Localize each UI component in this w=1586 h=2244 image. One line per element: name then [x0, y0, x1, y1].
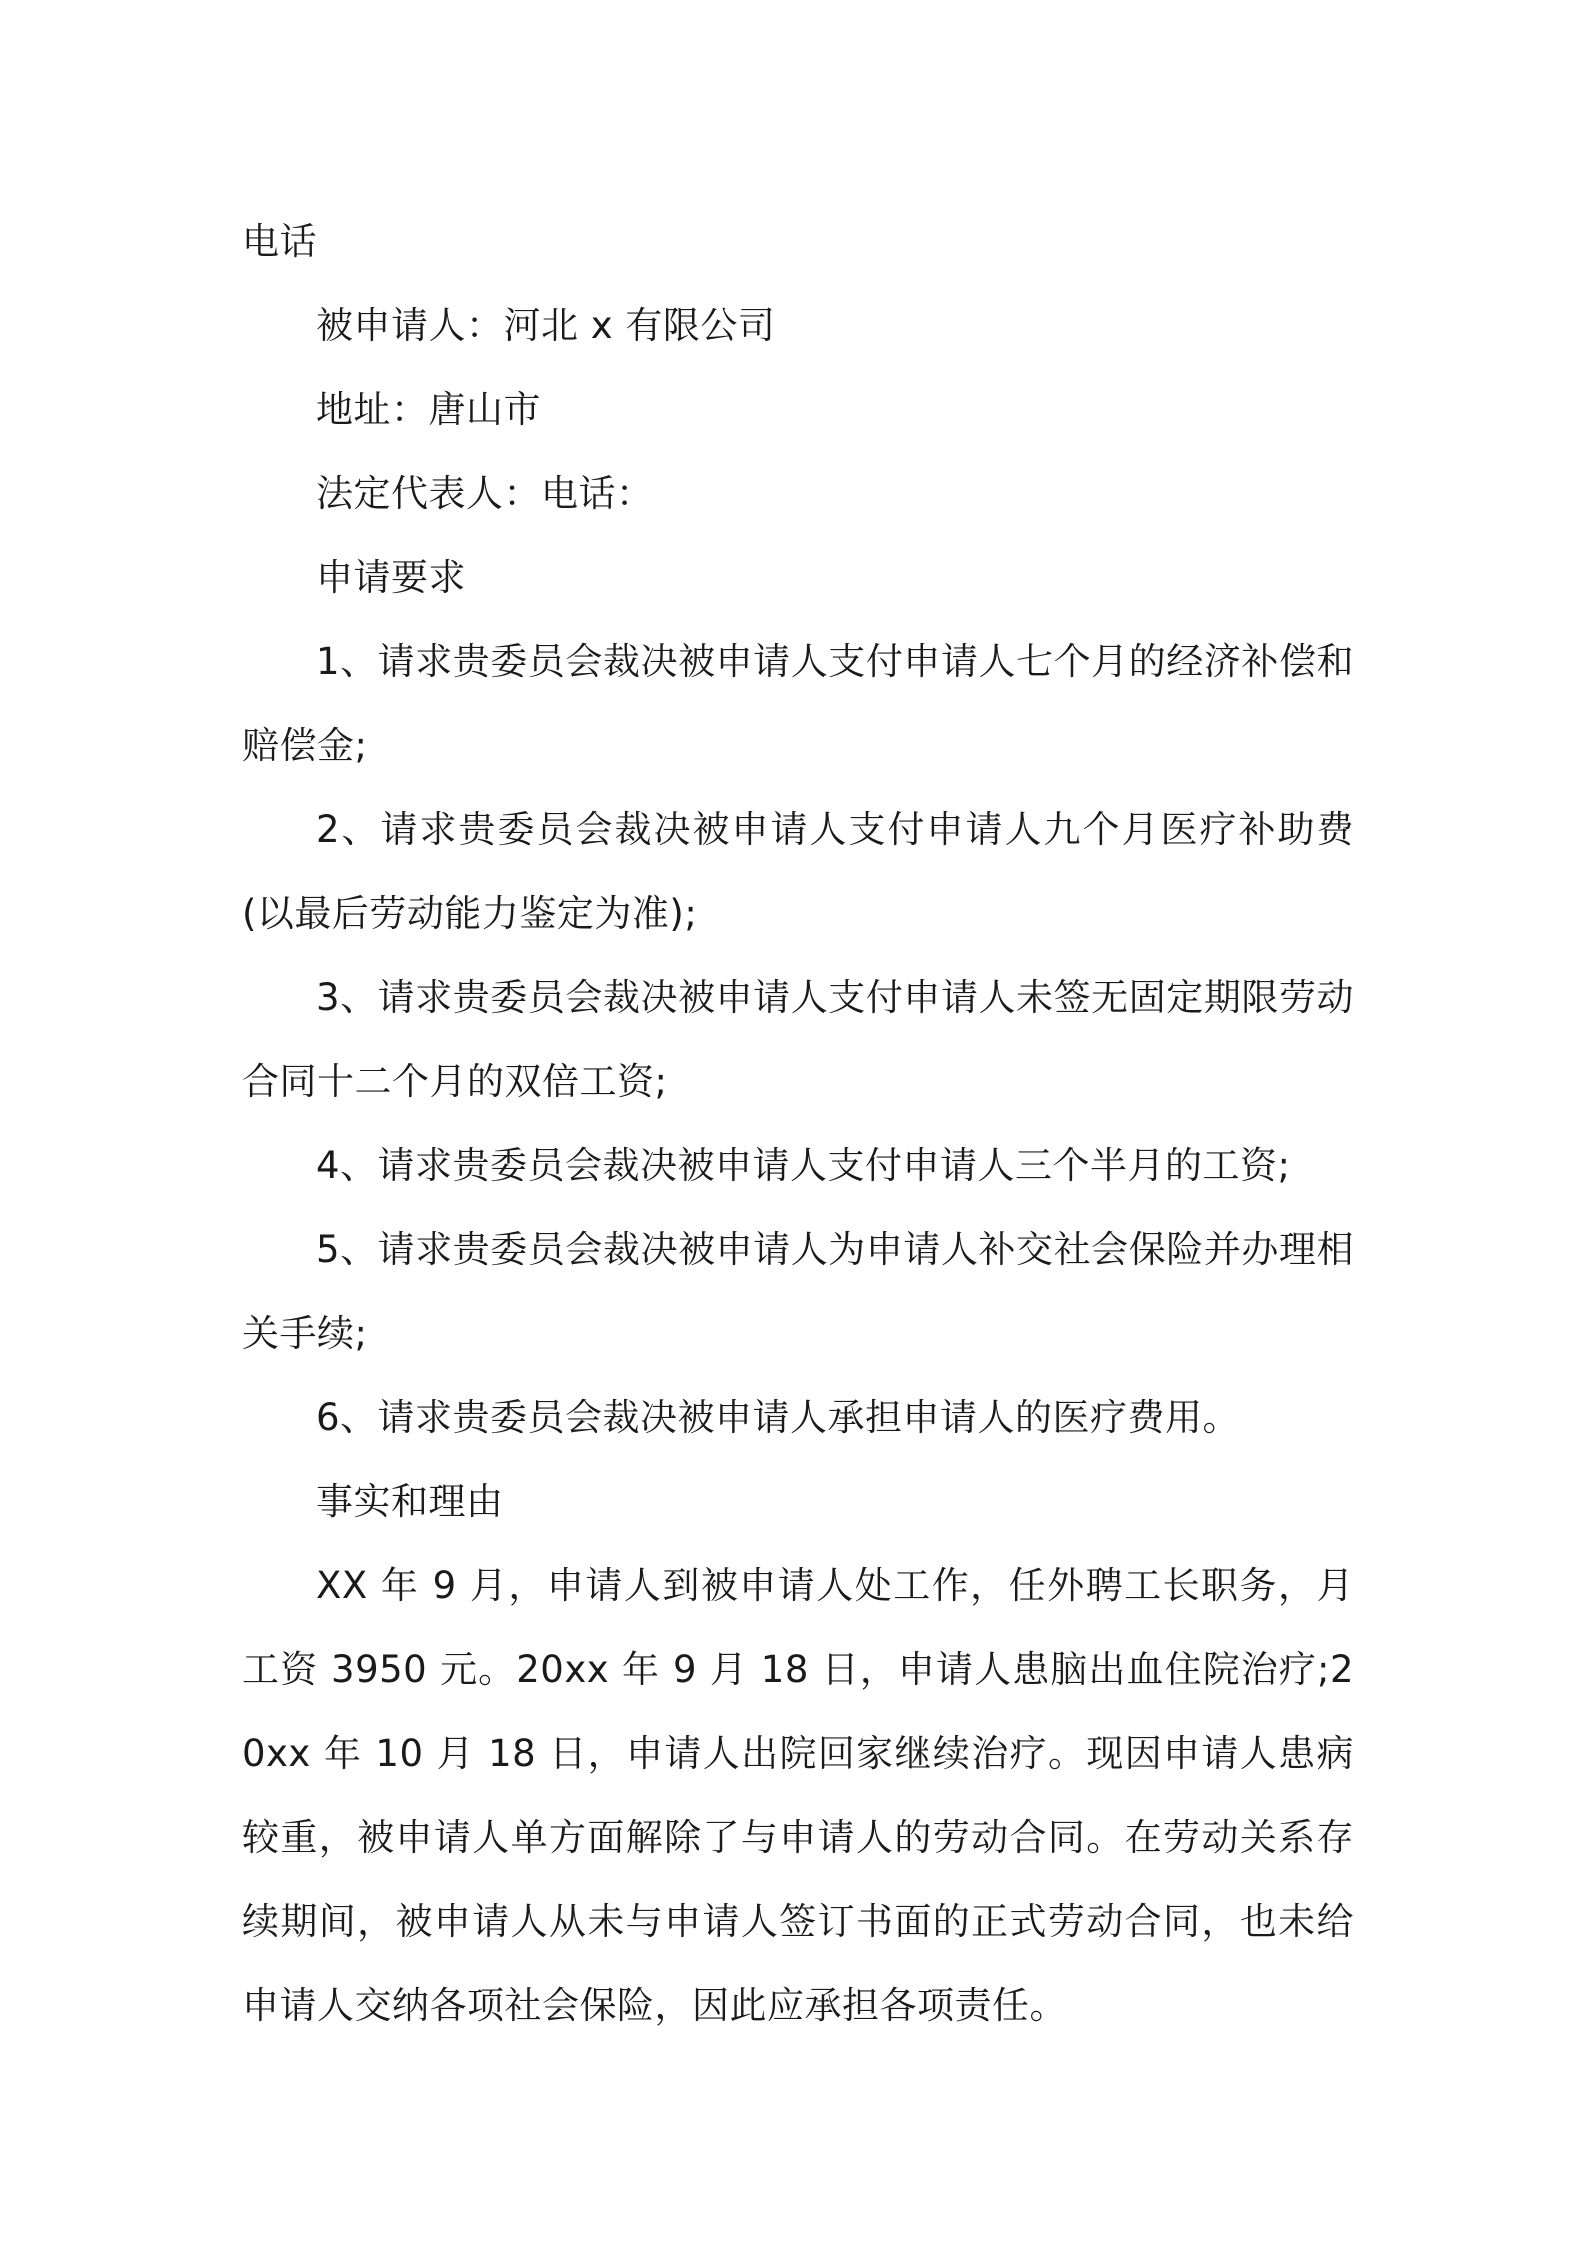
- paragraph-phone-continued: 电话: [242, 220, 317, 263]
- claim-item-6: 6、请求贵委员会裁决被申请人承担申请人的医疗费用。: [316, 1396, 1241, 1439]
- paragraph-legal-representative: 法定代表人：电话：: [316, 472, 654, 515]
- claim-item-3: 3、请求贵委员会裁决被申请人支付申请人未签无固定期限劳动合同十二个月的双倍工资;: [242, 976, 1354, 1103]
- claim-item-5: 5、请求贵委员会裁决被申请人为申请人补交社会保险并办理相关手续;: [242, 1228, 1354, 1355]
- paragraph-address: 地址：唐山市: [316, 388, 541, 431]
- claim-item-2: 2、请求贵委员会裁决被申请人支付申请人九个月医疗补助费(以最后劳动能力鉴定为准);: [242, 808, 1354, 935]
- section-heading-facts: 事实和理由: [316, 1480, 504, 1523]
- claim-item-1: 1、请求贵委员会裁决被申请人支付申请人七个月的经济补偿和赔偿金;: [242, 640, 1354, 767]
- facts-body-paragraph: XX 年 9 月，申请人到被申请人处工作，任外聘工长职务，月工资 3950 元。20xx 年 9 月 18 日，申请人患脑出血住院治疗;20xx 年 10 月 18 日，申请人出院回家继续治疗。现因申请人患病较重，被申请人单方面解除了与申请人的劳动合同。在劳动关系存续期间，被申请人从未与申请人签订书面的正式劳动合同，也未给申请人交纳各项社会保险，因此应承担各项责任。: [242, 1564, 1354, 2027]
- section-heading-claims: 申请要求: [316, 556, 466, 599]
- claim-item-4: 4、请求贵委员会裁决被申请人支付申请人三个半月的工资;: [316, 1144, 1291, 1187]
- document-page: [242, 200, 1354, 2048]
- paragraph-respondent: 被申请人：河北 x 有限公司: [316, 304, 776, 347]
